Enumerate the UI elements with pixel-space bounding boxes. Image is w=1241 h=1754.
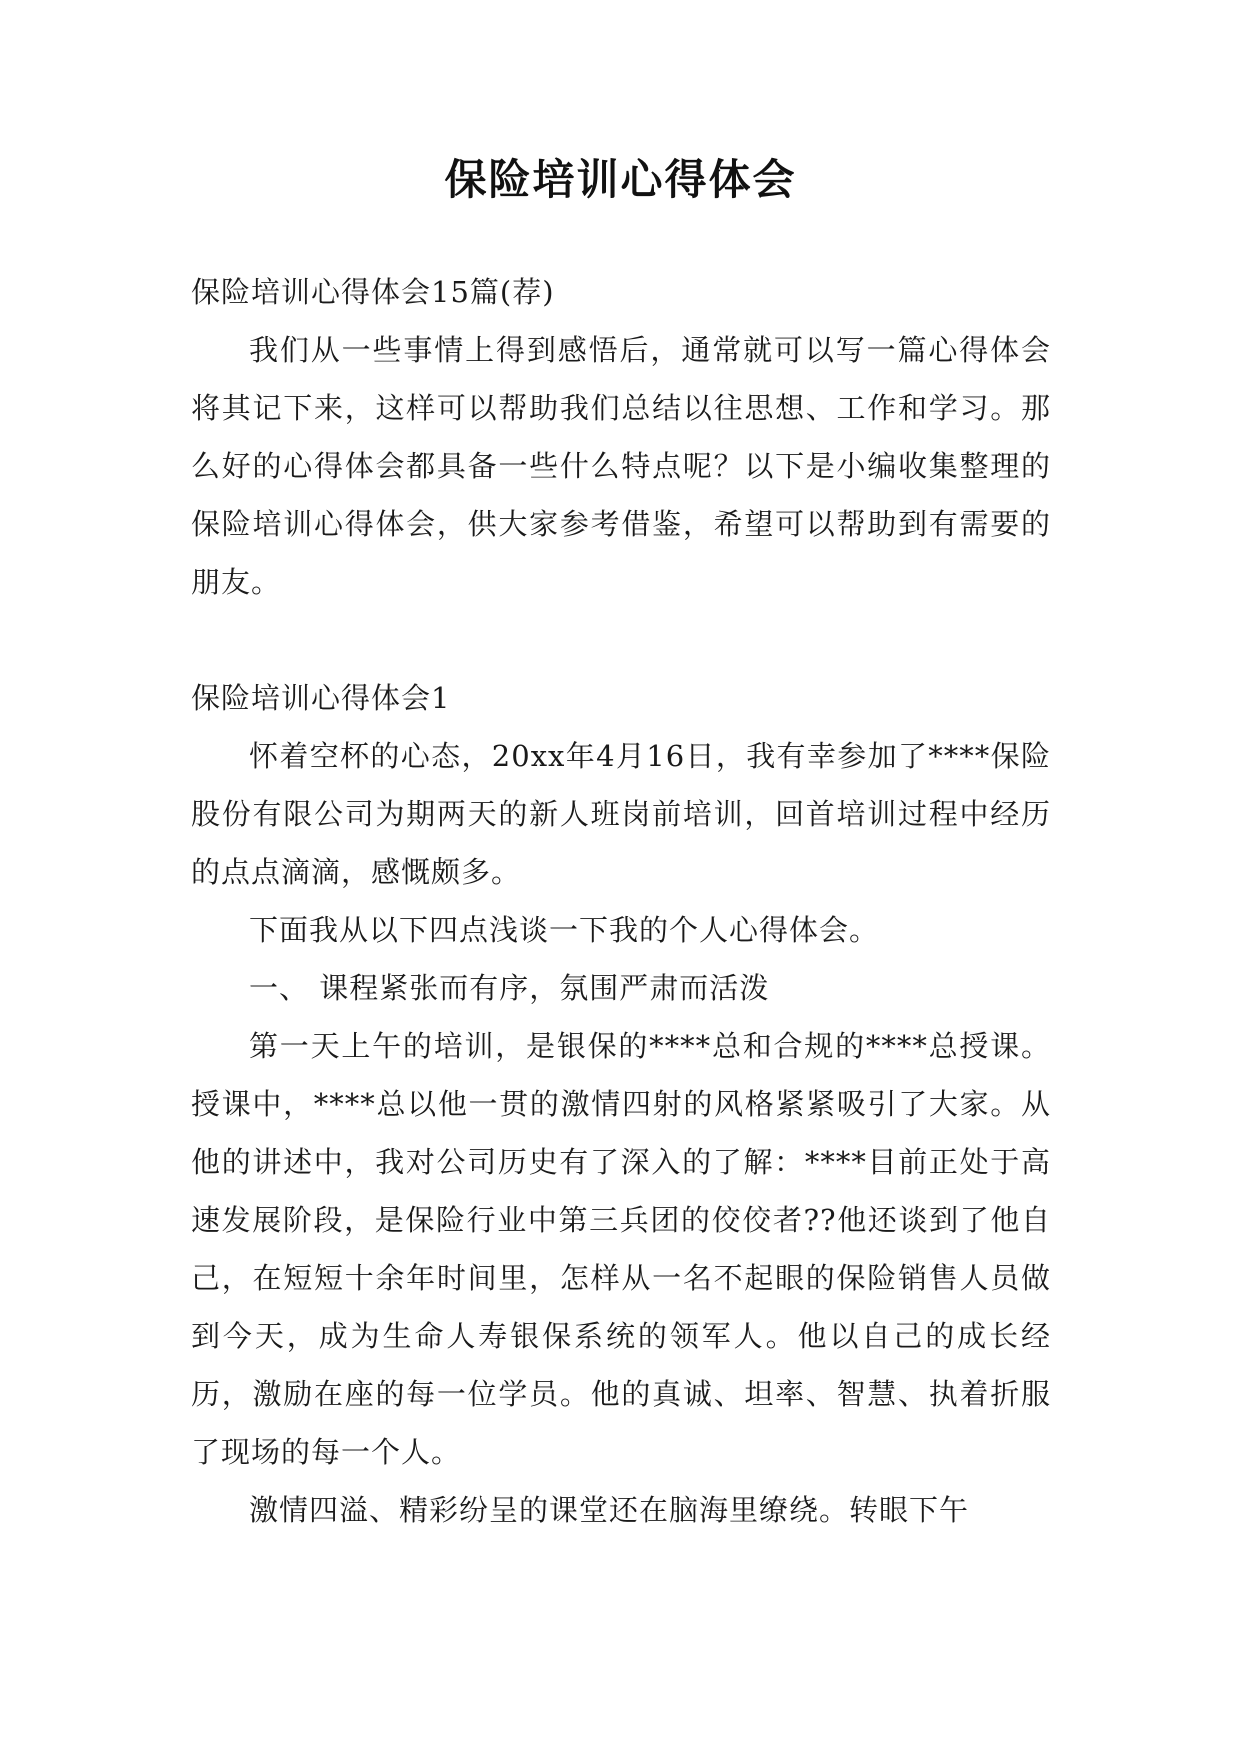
body-paragraph: 下面我从以下四点浅谈一下我的个人心得体会。: [249, 913, 880, 947]
subsection-heading: 一、 课程紧张而有序，氛围严肃而活泼: [249, 971, 770, 1005]
body-paragraph: 第一天上午的培训，是银保的****总和合规的****总授课。授课中，****总以他一贯的激情四射的风格紧紧吸引了大家。从他的讲述中，我对公司历史有了深入的了解：****目前正处于高速发展阶段，是保险行业中第三兵团的佼佼者??他还谈到了他自己，在短短十余年时间里，怎样从一名不起眼的保险销售人员做到今天，成为生命人寿银保系统的领军人。他以自己的成长经历，激励在座的每一位学员。他的真诚、坦率、智慧、执着折服了现场的每一个人。: [191, 1029, 1051, 1469]
body-paragraph: 激情四溢、精彩纷呈的课堂还在脑海里缭绕。转眼下午: [249, 1493, 970, 1527]
document-body: [191, 263, 1051, 1539]
document-title: 保险培训心得体会: [444, 155, 797, 204]
body-paragraph: 怀着空杯的心态，20xx年4月16日，我有幸参加了****保险股份有限公司为期两天的新人班岗前培训，回首培训过程中经历的点点滴滴，感慨颇多。: [191, 739, 1051, 889]
document-subtitle: 保险培训心得体会15篇(荐): [191, 275, 555, 309]
section-heading: 保险培训心得体会1: [191, 681, 451, 715]
section-spacer: [191, 611, 1051, 669]
intro-paragraph: 我们从一些事情上得到感悟后，通常就可以写一篇心得体会将其记下来，这样可以帮助我们总结以往思想、工作和学习。那么好的心得体会都具备一些什么特点呢？以下是小编收集整理的保险培训心得体会，供大家参考借鉴，希望可以帮助到有需要的朋友。: [191, 333, 1051, 599]
